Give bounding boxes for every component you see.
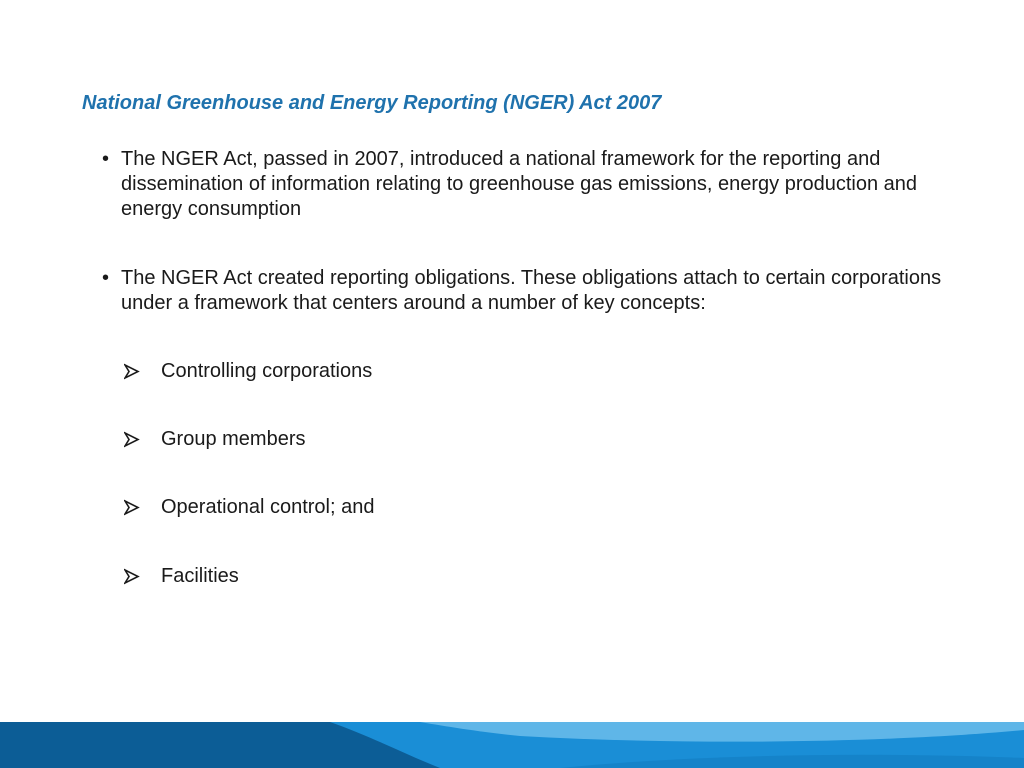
arrowhead-bullet-icon: [124, 427, 140, 452]
concept-text: Group members: [161, 428, 306, 450]
arrowhead-bullet-icon: [124, 495, 140, 520]
arrowhead-bullet-icon: [124, 359, 140, 384]
concept-text: Operational control; and: [161, 496, 375, 518]
bullet-item: [102, 266, 962, 316]
bullet-dot-icon: •: [102, 148, 110, 170]
bullet-text: The NGER Act created reporting obligations. These obligations attach to certain corporations under a framework that centers around a number of key concepts:: [121, 267, 942, 314]
bullet-text: The NGER Act, passed in 2007, introduced a national framework for the reporting and dissemination of information relating to greenhouse gas emissions, energy production and energy consumption: [121, 148, 918, 220]
concept-item: [124, 495, 374, 520]
bullet-item: [102, 147, 962, 222]
concept-text: Controlling corporations: [161, 360, 373, 382]
footer-wave-band: [0, 722, 1024, 768]
concept-item: [124, 427, 306, 452]
bullet-dot-icon: •: [102, 267, 110, 289]
concept-item: [124, 359, 372, 384]
concept-item: [124, 564, 239, 589]
concept-text: Facilities: [161, 565, 239, 587]
arrowhead-bullet-icon: [124, 564, 140, 589]
slide-title: National Greenhouse and Energy Reporting (NGER) Act 2007: [82, 92, 662, 114]
